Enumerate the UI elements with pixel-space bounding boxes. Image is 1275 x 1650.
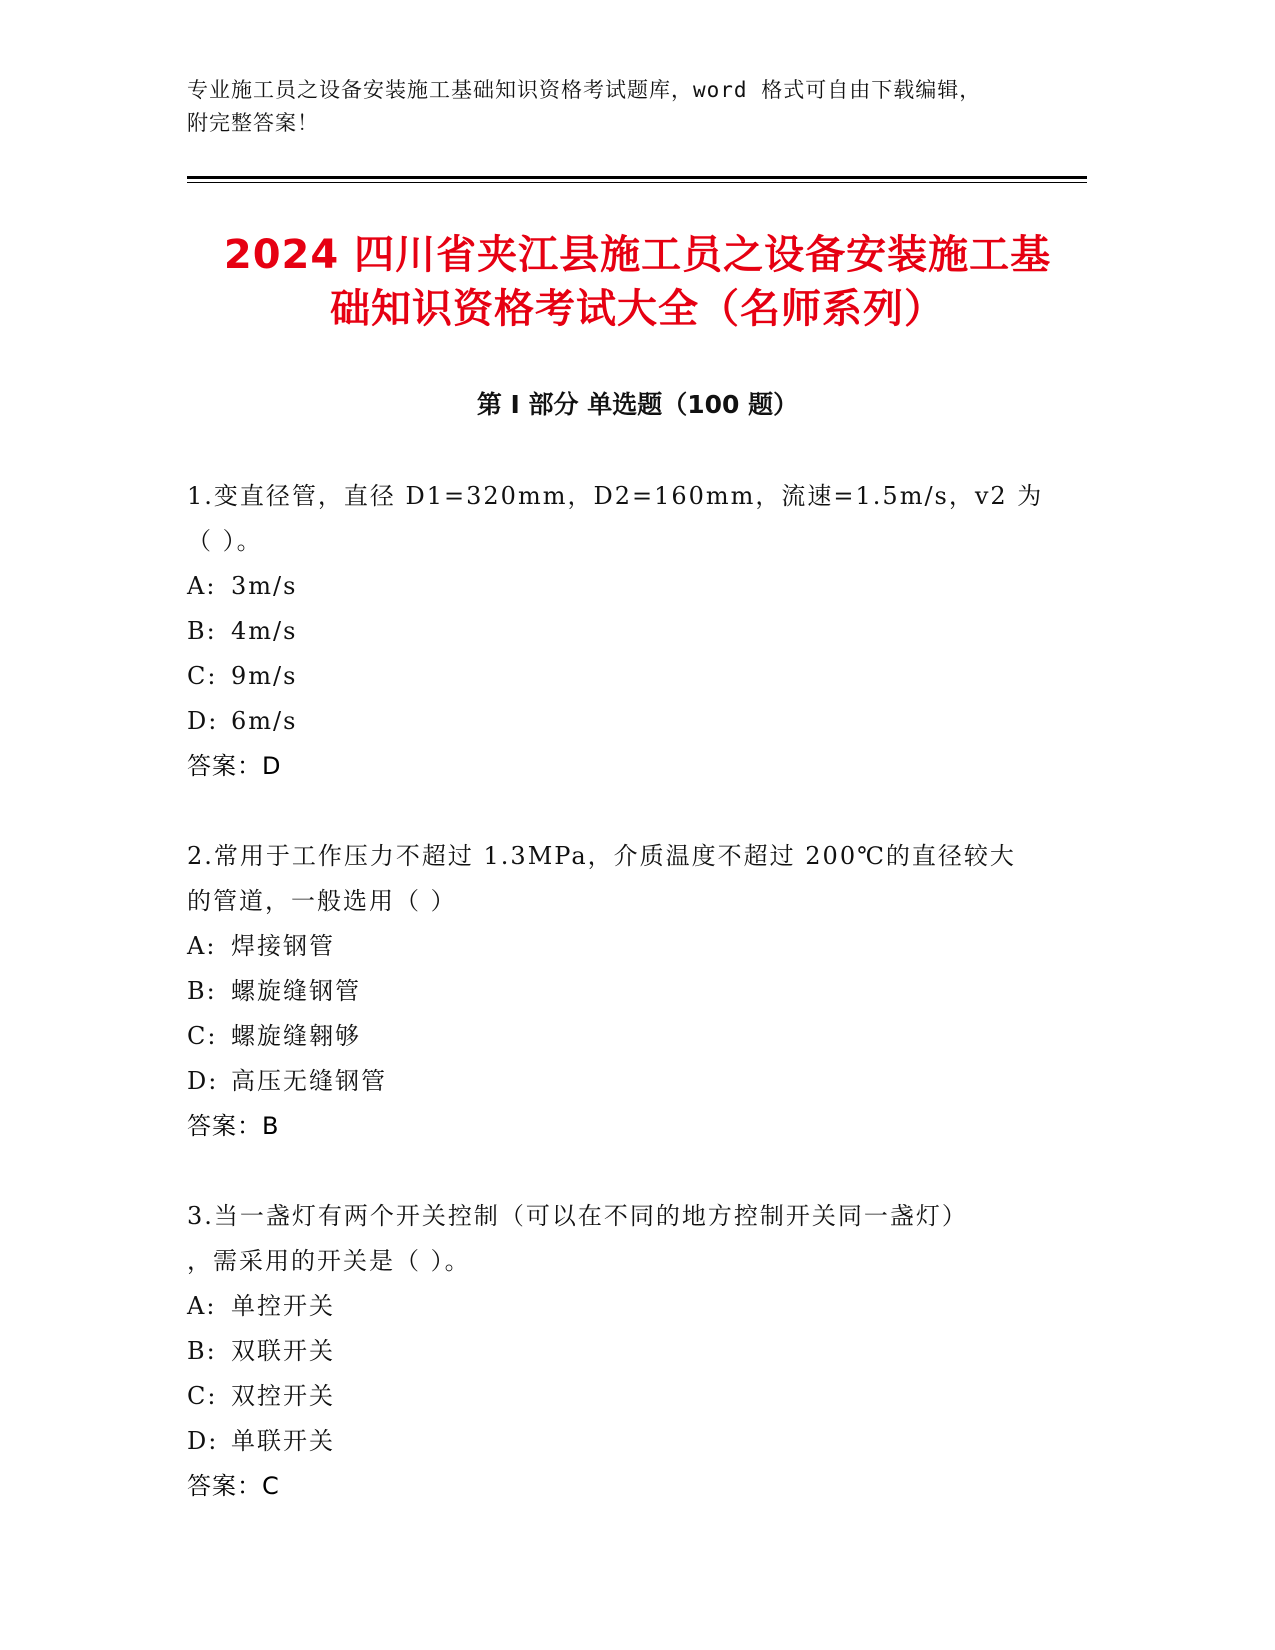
- header-divider-thick: [187, 176, 1087, 179]
- option-text: 单控开关: [231, 1292, 335, 1320]
- option-letter: A:: [187, 572, 217, 600]
- option-d: [187, 1059, 1067, 1104]
- option-text: 焊接钢管: [231, 932, 335, 960]
- answer-line: 答案：C: [187, 1472, 280, 1500]
- option-text: 6m/s: [231, 707, 298, 735]
- question-stem-line: 2.常用于工作压力不超过 1.3MPa，介质温度不超过 200℃的直径较大: [187, 842, 1016, 870]
- question-item: [187, 1194, 1067, 1509]
- option-text: 单联开关: [231, 1427, 335, 1455]
- question-stem-line: 3.当一盏灯有两个开关控制（可以在不同的地方控制开关同一盏灯）: [187, 1202, 968, 1230]
- document-title: [140, 228, 1135, 336]
- question-item: [187, 834, 1067, 1149]
- option-b: [187, 609, 1067, 654]
- header-note-line-1: 专业施工员之设备安装施工基础知识资格考试题库，word 格式可自由下载编辑，: [187, 78, 982, 102]
- option-a: [187, 1284, 1067, 1329]
- option-letter: C:: [187, 1382, 218, 1410]
- option-a: [187, 924, 1067, 969]
- option-letter: D:: [187, 1067, 219, 1095]
- option-letter: D:: [187, 707, 219, 735]
- question-stem: [187, 834, 1067, 924]
- question-stem: [187, 1194, 1067, 1284]
- option-letter: B:: [187, 617, 217, 645]
- question-stem-line: 的管道，一般选用（ ）: [187, 887, 457, 915]
- question-stem: [187, 474, 1067, 564]
- header-divider-thin: [187, 182, 1087, 183]
- option-b: [187, 1329, 1067, 1374]
- option-letter: B:: [187, 1337, 217, 1365]
- option-text: 螺旋缝钢管: [231, 977, 361, 1005]
- option-text: 3m/s: [231, 572, 298, 600]
- option-text: 双控开关: [231, 1382, 335, 1410]
- option-b: [187, 969, 1067, 1014]
- answer-line: 答案：D: [187, 752, 282, 780]
- option-letter: A:: [187, 1292, 217, 1320]
- option-d: [187, 1419, 1067, 1464]
- option-letter: C:: [187, 1022, 218, 1050]
- option-letter: A:: [187, 932, 217, 960]
- header-note-line-2: 附完整答案！: [187, 111, 319, 135]
- option-text: 高压无缝钢管: [231, 1067, 387, 1095]
- option-letter: D:: [187, 1427, 219, 1455]
- option-text: 9m/s: [231, 662, 298, 690]
- option-text: 螺旋缝翱够: [231, 1022, 361, 1050]
- section-heading: 第 I 部分 单选题（100 题）: [476, 390, 799, 419]
- header-note: [187, 74, 1087, 140]
- question-item: [187, 474, 1067, 789]
- answer-line: 答案：B: [187, 1112, 280, 1140]
- option-c: [187, 654, 1067, 699]
- question-list: [187, 474, 1067, 1554]
- option-c: [187, 1374, 1067, 1419]
- document-title-line-2: 础知识资格考试大全（名师系列）: [330, 286, 945, 332]
- option-letter: B:: [187, 977, 217, 1005]
- option-d: [187, 699, 1067, 744]
- option-text: 4m/s: [231, 617, 298, 645]
- option-text: 双联开关: [231, 1337, 335, 1365]
- option-c: [187, 1014, 1067, 1059]
- document-title-line-1: 2024 四川省夹江县施工员之设备安装施工基: [223, 232, 1052, 278]
- option-a: [187, 564, 1067, 609]
- question-stem-line: ，需采用的开关是（ ）。: [187, 1247, 471, 1275]
- option-letter: C:: [187, 662, 218, 690]
- question-stem-line: 1.变直径管，直径 D1=320mm，D2=160mm，流速=1.5m/s，v2 为（ ）。: [187, 482, 1044, 555]
